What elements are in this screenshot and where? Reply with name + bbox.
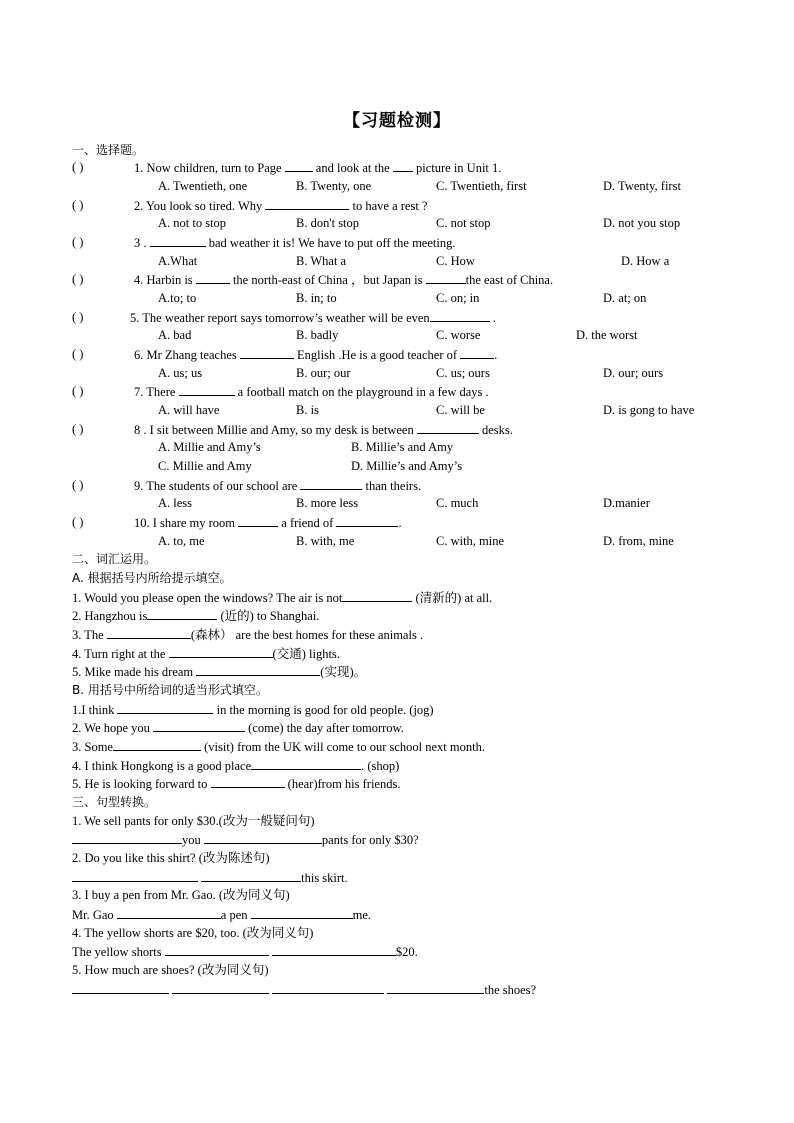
question-8-options-row-1 xyxy=(72,438,732,456)
answer-paren[interactable]: ( ) xyxy=(72,384,84,398)
vocab-b-item-5: 5. He is looking forward to (hear)from his friends. xyxy=(72,774,400,792)
transform-3-question: 3. I buy a pen from Mr. Gao. (改为同义句) xyxy=(72,888,290,902)
transform-2-answer: this skirt. xyxy=(72,868,348,886)
option-a[interactable]: A.What xyxy=(158,254,198,268)
blank[interactable] xyxy=(165,942,269,956)
section-2-heading: 二、词汇运用。 xyxy=(72,552,157,566)
question-5-options xyxy=(72,326,732,344)
question-2-options xyxy=(72,214,732,232)
blank[interactable] xyxy=(265,196,349,210)
option-d[interactable]: D. How a xyxy=(621,254,670,268)
question-1-options xyxy=(72,177,732,195)
answer-paren[interactable]: ( ) xyxy=(72,478,84,492)
question-10-options xyxy=(72,532,732,550)
vocab-a-item-4: 4. Turn right at the (交通) lights. xyxy=(72,644,340,662)
option-d[interactable]: D. our; ours xyxy=(603,366,664,380)
option-a[interactable]: A. less xyxy=(158,496,193,510)
blank[interactable] xyxy=(113,737,201,751)
option-c[interactable]: C. not stop xyxy=(436,216,491,230)
option-b[interactable]: B. Twenty, one xyxy=(296,179,372,193)
option-c[interactable]: C. with, mine xyxy=(436,534,505,548)
option-a[interactable]: A. Millie and Amy’s xyxy=(158,440,261,454)
option-b[interactable]: B. Millie’s and Amy xyxy=(351,440,454,454)
blank[interactable] xyxy=(393,158,413,172)
transform-5-answer: the shoes? xyxy=(72,980,536,998)
blank[interactable] xyxy=(150,233,206,247)
blank[interactable] xyxy=(240,345,294,359)
blank[interactable] xyxy=(251,756,361,770)
question-6-options xyxy=(72,364,732,382)
question-8-options-row-2 xyxy=(72,457,732,475)
section-3-heading: 三、句型转换。 xyxy=(72,795,157,809)
blank[interactable] xyxy=(417,420,479,434)
option-a[interactable]: A. us; us xyxy=(158,366,203,380)
option-a[interactable]: A. Twentieth, one xyxy=(158,179,248,193)
blank[interactable] xyxy=(387,980,484,994)
blank[interactable] xyxy=(204,830,322,844)
option-b[interactable]: B. with, me xyxy=(296,534,355,548)
blank[interactable] xyxy=(196,662,320,676)
question-5: ( ) 5. The weather report says tomorrow’s weather will be even . xyxy=(72,310,496,325)
part-b-heading: B. 用括号中所给词的适当形式填空。 xyxy=(72,683,268,697)
part-a-heading: A. 根据括号内所给提示填空。 xyxy=(72,571,232,585)
question-10: ( ) 10. I share my room a friend of . xyxy=(72,515,402,530)
vocab-b-item-2: 2. We hope you (come) the day after tomorrow. xyxy=(72,718,404,736)
option-c[interactable]: C. will be xyxy=(436,403,485,417)
option-b[interactable]: B. badly xyxy=(296,328,339,342)
vocab-b-item-4: 4. I think Hongkong is a good place . (shop) xyxy=(72,756,399,774)
vocab-a-item-3: 3. The (森林） are the best homes for these animals . xyxy=(72,625,423,643)
blank[interactable] xyxy=(179,382,235,396)
answer-paren[interactable]: ( ) xyxy=(72,160,84,174)
option-a[interactable]: A.to; to xyxy=(158,291,197,305)
option-c[interactable]: C. How xyxy=(436,254,475,268)
blank[interactable] xyxy=(117,905,221,919)
option-b[interactable]: B. is xyxy=(296,403,319,417)
blank[interactable] xyxy=(272,980,384,994)
blank[interactable] xyxy=(147,606,217,620)
blank[interactable] xyxy=(238,513,278,527)
blank[interactable] xyxy=(272,942,396,956)
question-4-options xyxy=(72,289,732,307)
question-3: ( ) 3 . bad weather it is! We have to put off the meeting. xyxy=(72,235,456,250)
blank[interactable] xyxy=(117,700,213,714)
blank[interactable] xyxy=(426,270,466,284)
blank[interactable] xyxy=(107,625,191,639)
question-1: ( ) 1. Now children, turn to Page and look at the picture in Unit 1. xyxy=(72,160,502,175)
transform-1-answer: you pants for only $30? xyxy=(72,830,419,848)
blank[interactable] xyxy=(285,158,313,172)
option-d[interactable]: D. the worst xyxy=(576,328,638,342)
answer-paren[interactable]: ( ) xyxy=(72,515,84,529)
option-a[interactable]: A. not to stop xyxy=(158,216,227,230)
blank[interactable] xyxy=(300,476,362,490)
question-7-options xyxy=(72,401,732,419)
answer-paren[interactable]: ( ) xyxy=(72,272,84,286)
option-d[interactable]: D. Twenty, first xyxy=(603,179,681,193)
option-b[interactable]: B. don't stop xyxy=(296,216,360,230)
option-b[interactable]: B. our; our xyxy=(296,366,351,380)
vocab-b-item-1: 1.I think in the morning is good for old people. (jog) xyxy=(72,700,434,718)
blank[interactable] xyxy=(251,905,353,919)
blank[interactable] xyxy=(169,644,273,658)
blank[interactable] xyxy=(72,868,198,882)
option-d[interactable]: D. Millie’s and Amy’s xyxy=(351,459,463,473)
vocab-a-item-1: 1. Would you please open the windows? The air is not (清新的) at all. xyxy=(72,588,492,606)
vocab-a-item-2: 2. Hangzhou is (近的) to Shanghai. xyxy=(72,606,319,624)
option-a[interactable]: A. will have xyxy=(158,403,220,417)
answer-paren[interactable]: ( ) xyxy=(72,235,84,249)
option-d[interactable]: D. from, mine xyxy=(603,534,674,548)
blank[interactable] xyxy=(153,718,245,732)
vocab-a-item-5: 5. Mike made his dream (实现)。 xyxy=(72,662,366,680)
transform-5-question: 5. How much are shoes? (改为同义句) xyxy=(72,963,269,977)
question-8: ( ) 8 . I sit between Millie and Amy, so my desk is between desks. xyxy=(72,422,513,437)
option-a[interactable]: A. to, me xyxy=(158,534,205,548)
vocab-b-item-3: 3. Some (visit) from the UK will come to our school next month. xyxy=(72,737,485,755)
option-c[interactable]: C. us; ours xyxy=(436,366,490,380)
transform-3-answer: Mr. Gao a pen me. xyxy=(72,905,371,923)
blank[interactable] xyxy=(211,774,285,788)
transform-4-question: 4. The yellow shorts are $20, too. (改为同义句) xyxy=(72,926,314,940)
option-d[interactable]: D. is gong to have xyxy=(603,403,695,417)
option-b[interactable]: B. in; to xyxy=(296,291,337,305)
option-d[interactable]: D. not you stop xyxy=(603,216,681,230)
transform-2-question: 2. Do you like this shirt? (改为陈述句) xyxy=(72,851,270,865)
question-3-options xyxy=(72,252,732,270)
page-title: 【习题检测】 xyxy=(343,111,451,131)
option-c[interactable]: C. Twentieth, first xyxy=(436,179,527,193)
blank[interactable] xyxy=(430,308,490,322)
blank[interactable] xyxy=(72,980,169,994)
option-c[interactable]: C. worse xyxy=(436,328,481,342)
option-c[interactable]: C. on; in xyxy=(436,291,480,305)
answer-paren[interactable]: ( ) xyxy=(72,198,84,212)
option-a[interactable]: A. bad xyxy=(158,328,192,342)
answer-paren[interactable]: ( ) xyxy=(72,422,84,436)
option-c[interactable]: C. Millie and Amy xyxy=(158,459,252,473)
transform-4-answer: The yellow shorts $20. xyxy=(72,942,418,960)
option-d[interactable]: D. at; on xyxy=(603,291,647,305)
option-b[interactable]: B. more less xyxy=(296,496,359,510)
question-7: ( ) 7. There a football match on the playground in a few days . xyxy=(72,384,489,399)
option-b[interactable]: B. What a xyxy=(296,254,347,268)
blank[interactable] xyxy=(72,830,182,844)
question-6: ( ) 6. Mr Zhang teaches English .He is a good teacher of . xyxy=(72,347,498,362)
answer-paren[interactable]: ( ) xyxy=(72,347,84,361)
question-9: ( ) 9. The students of our school are than theirs. xyxy=(72,478,422,493)
blank[interactable] xyxy=(196,270,230,284)
question-2: ( ) 2. You look so tired. Why to have a rest ? xyxy=(72,198,428,213)
blank[interactable] xyxy=(201,868,301,882)
question-9-options xyxy=(72,494,732,512)
transform-1-question: 1. We sell pants for only $30.(改为一般疑问句) xyxy=(72,814,315,828)
option-c[interactable]: C. much xyxy=(436,496,479,510)
blank[interactable] xyxy=(172,980,269,994)
answer-paren[interactable]: ( ) xyxy=(72,310,84,324)
blank[interactable] xyxy=(342,588,412,602)
section-1-heading: 一、选择题。 xyxy=(72,143,145,157)
question-4: ( ) 4. Harbin is the north-east of China ，but Japan is the east of China. xyxy=(72,272,554,287)
blank[interactable] xyxy=(336,513,398,527)
option-d[interactable]: D.manier xyxy=(603,496,650,510)
blank[interactable] xyxy=(460,345,494,359)
